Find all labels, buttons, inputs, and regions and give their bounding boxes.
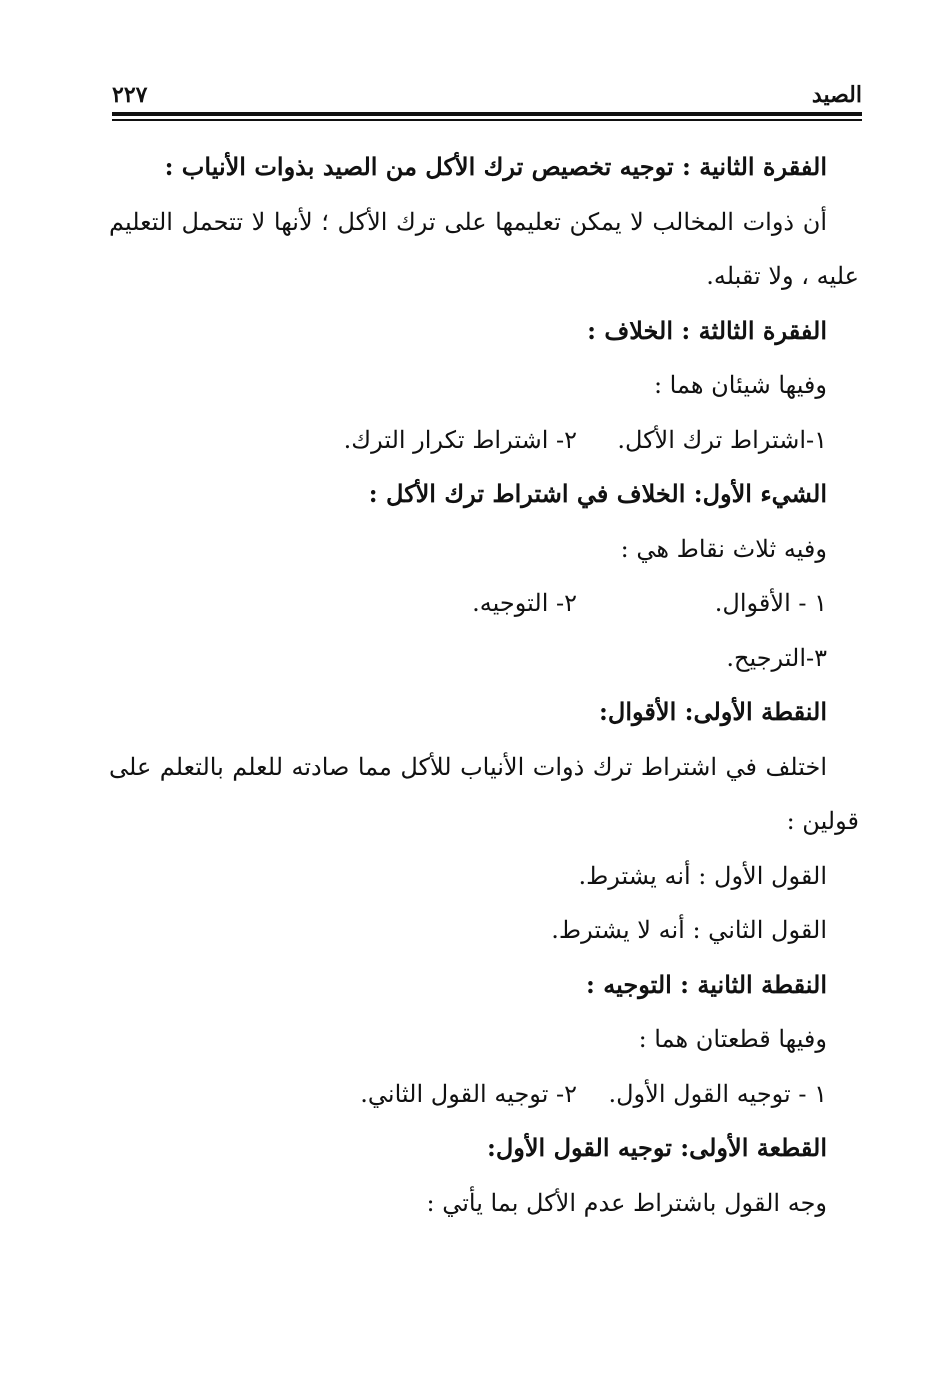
section-heading: القطعة الأولى: توجيه القول الأول: <box>486 1133 827 1162</box>
header-rule-thin <box>112 119 862 121</box>
list-item: ١ - توجيه القول الأول. <box>608 1079 827 1108</box>
section-heading: النقطة الأولى: الأقوال: <box>599 697 827 726</box>
paragraph-line: وفيها شيئان هما : <box>653 371 827 399</box>
list-item: ٢- اشتراط تكرار الترك. <box>343 425 577 454</box>
section-heading: الفقرة الثانية : توجيه تخصيص ترك الأكل من الصيد بذوات الأنياب : <box>164 152 827 181</box>
paragraph-line: قولين : <box>786 807 859 835</box>
list-row <box>109 576 859 631</box>
section-heading: الشيء الأول: الخلاف في اشتراط ترك الأكل : <box>368 479 827 508</box>
list-item: ١ - الأقوال. <box>714 589 827 617</box>
header-rule-thick <box>112 112 862 116</box>
page-header <box>112 82 862 112</box>
list-item: ٢- توجيه القول الثاني. <box>360 1079 577 1108</box>
paragraph-line: القول الأول : أنه يشترط. <box>578 861 827 890</box>
paragraph-line: وجه القول باشتراط عدم الأكل بما يأتي : <box>426 1188 827 1217</box>
list-row <box>109 1067 859 1122</box>
paragraph-line: أن ذوات المخالب لا يمكن تعليمها على ترك الأكل ؛ لأنها لا تتحمل التعليم <box>109 207 827 236</box>
section-heading: الفقرة الثالثة : الخلاف : <box>587 315 827 345</box>
paragraph-line: اختلف في اشتراط ترك ذوات الأنياب للأكل مما صادته للعلم بالتعلم على <box>109 752 827 781</box>
page-body <box>109 140 859 1230</box>
paragraph-line: وفيه ثلاث نقاط هي : <box>620 534 827 563</box>
section-heading: النقطة الثانية : التوجيه : <box>586 969 827 999</box>
running-title: الصيد <box>811 82 862 108</box>
list-item: ٢- التوجيه. <box>472 589 577 617</box>
page-number: ٢٢٧ <box>112 82 148 108</box>
list-item: ١-اشتراط ترك الأكل. <box>617 425 827 454</box>
list-row <box>109 413 859 468</box>
paragraph-line: القول الثاني : أنه لا يشترط. <box>551 916 827 944</box>
list-item: ٣-الترجيح. <box>726 643 827 672</box>
paragraph-line: عليه ، ولا تقبله. <box>706 262 859 290</box>
paragraph-line: وفيها قطعتان هما : <box>638 1025 827 1053</box>
